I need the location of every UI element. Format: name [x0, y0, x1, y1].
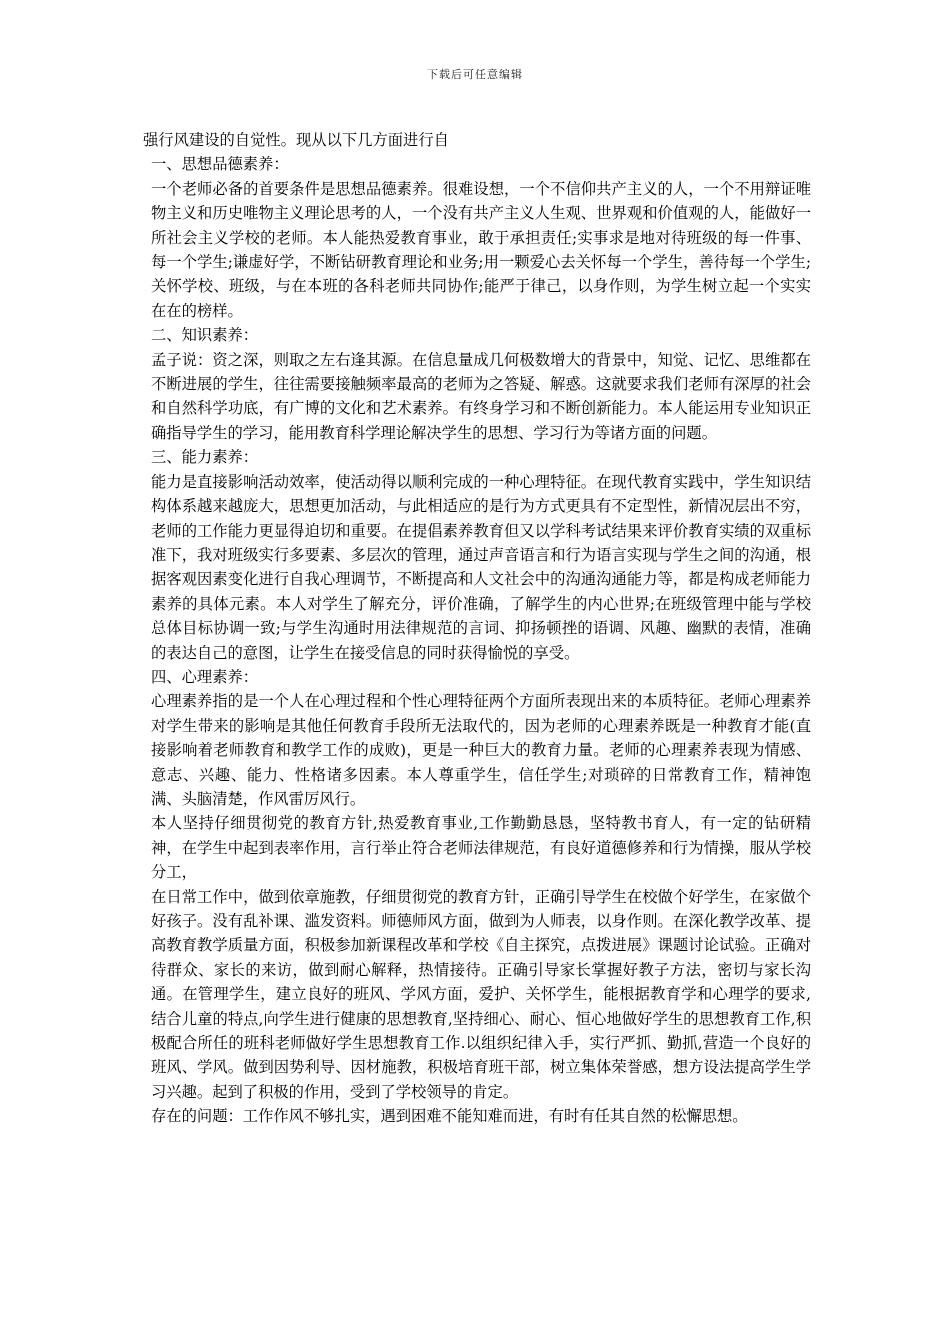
paragraph-ability-quality: 能力是直接影响活动效率，使活动得以顺利完成的一种心理特征。在现代教育实践中，学生知识结构体系越来越庞大，思想更加活动，与此相适应的是行为方式更具有不定型性，新情况层出不穷，老师的工作能力更显得迫切和重要。在提倡素养教育但又以学科考试结果来评价教育实绩的双重标准下，我对班级实行多要素、多层次的管理，通过声音语言和行为语言实现与学生之间的沟通，根据客观因素变化进行自我心理调节，不断提高和人文社会中的沟通沟通能力等，都是构成老师能力素养的具体元素。本人对学生了解充分，评价准确，了解学生的内心世界;在班级管理中能与学校总体目标协调一致;与学生沟通时用法律规范的言词、抑扬顿挫的语调、风趣、幽默的表情，准确的表达自己的意图，让学生在接受信息的同时获得愉悦的享受。	[151, 472, 811, 662]
paragraph-existing-problems: 存在的问题：工作作风不够扎实，遇到困难不能知难而进，有时有任其自然的松懈思想。	[151, 1107, 748, 1126]
paragraph-knowledge-quality: 孟子说：资之深，则取之左右逢其源。在信息量成几何极数增大的背景中，知觉、记忆、思维都在不断进展的学生，往往需要接触频率最高的老师为之答疑、解惑。这就要求我们老师有深厚的社会和自然科学功底，有广博的文化和艺术素养。有终身学习和不断创新能力。本人能运用专业知识正确指导学生的学习，能用教育科学理论解决学生的思想、学习行为等诸方面的问题。	[151, 350, 811, 442]
heading-knowledge-quality: 二、知识素养：	[151, 326, 259, 345]
paragraph-work-attitude: 本人坚持仔细贯彻党的教育方针,热爱教育事业,工作勤勤恳恳，坚特教书育人，有一定的钻研精神，在学生中起到表率作用，言行举止符合老师法律规范，有良好道德修养和行为情操，服从学校分工，	[151, 814, 811, 882]
heading-ability-quality: 三、能力素养：	[151, 448, 259, 467]
paragraph-moral-quality: 一个老师必备的首要条件是思想品德素养。很难设想，一个不信仰共产主义的人，一个不用辩证唯物主义和历史唯物主义理论思考的人，一个没有共产主义人生观、世界观和价值观的人，能做好一所社会主义学校的老师。本人能热爱教育事业，敢于承担责任;实事求是地对待班级的每一件事、每一个学生;谦虚好学，不断钻研教育理论和业务;用一颗爱心去关怀每一个学生，善待每一个学生;关怀学校、班级，与在本班的各科老师共同协作;能严于律己，以身作则，为学生树立起一个实实在在的榜样。	[151, 179, 811, 320]
document-body	[143, 128, 811, 1129]
heading-moral-quality: 一、思想品德素养：	[151, 155, 289, 174]
page-header-note: 下载后可任意编辑	[427, 68, 523, 81]
paragraph-intro: 强行风建设的自觉性。现从以下几方面进行自	[143, 131, 449, 149]
paragraph-daily-work: 在日常工作中，做到依章施教，仔细贯彻党的教育方针，正确引导学生在校做个好学生，在家做个好孩子。没有乱补课、滥发资料。师德师风方面，做到为人师表，以身作则。在深化教学改革、提高教育教学质量方面，积极参加新课程改革和学校《自主探究，点拨进展》课题讨论试验。正确对待群众、家长的来访，做到耐心解释，热情接待。正确引导家长掌握好教子方法，密切与家长沟通。在管理学生，建立良好的班风、学风方面，爱护、关怀学生，能根据教育学和心理学的要求,结合儿童的特点,向学生进行健康的思想教育,坚持细心、耐心、恒心地做好学生的思想教育工作,积极配合所任的班科老师做好学生思想教育工作.以组织纪律入手，实行严抓、勤抓,营造一个良好的班风、学风。做到因势利导、因材施教，积极培育班干部，树立集体荣誉感，想方设法提高学生学习兴趣。起到了积极的作用，受到了学校领导的肯定。	[151, 887, 811, 1101]
paragraph-psychological-quality: 心理素养指的是一个人在心理过程和个性心理特征两个方面所表现出来的本质特征。老师心理素养对学生带来的影响是其他任何教育手段所无法取代的，因为老师的心理素养既是一种教育才能(直接影响着老师教育和教学工作的成败)，更是一种巨大的教育力量。老师的心理素养表现为情感、意志、兴趣、能力、性格诸多因素。本人尊重学生，信任学生;对琐碎的日常教育工作，精神饱满、头脑清楚，作风雷厉风行。	[151, 692, 811, 808]
heading-psychological-quality: 四、心理素养：	[151, 667, 259, 686]
